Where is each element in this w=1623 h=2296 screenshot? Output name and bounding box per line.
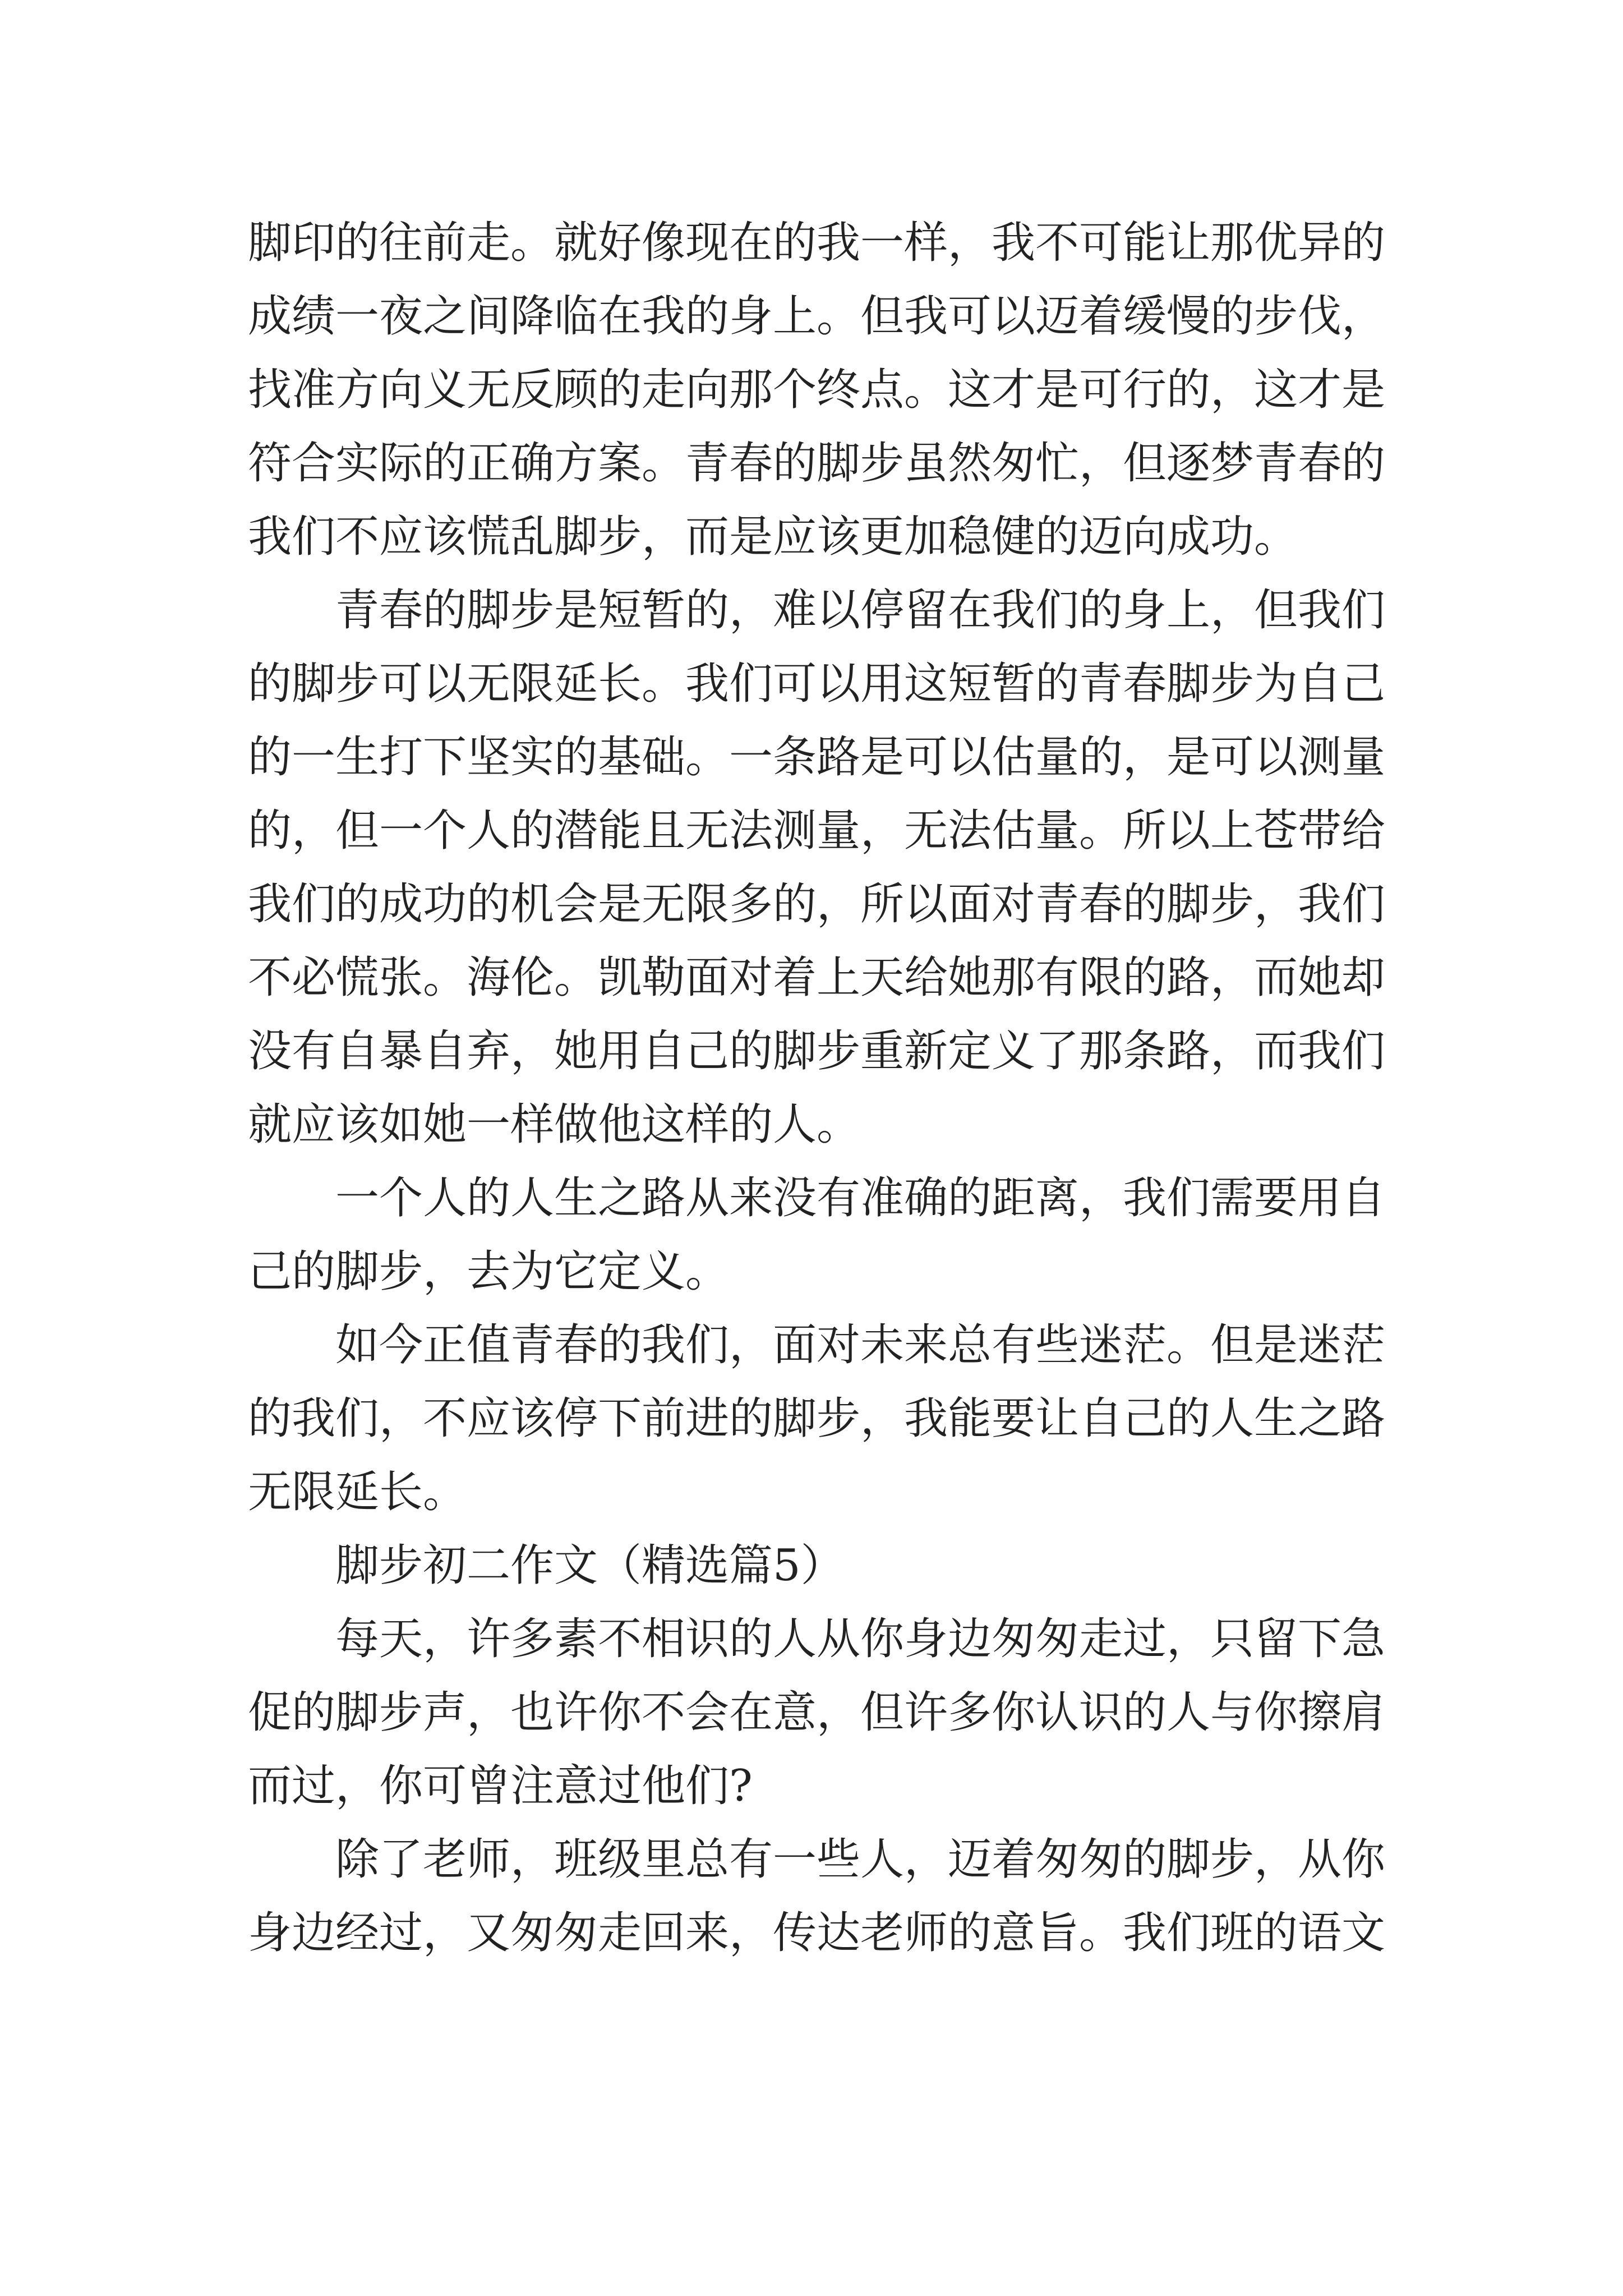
paragraph-start-line: 每天，许多素不相识的人从你身边匆匆走过，只留下急 [335,1614,1386,1664]
paragraph-start-line: 青春的脚步是短暂的，难以停留在我们的身上，但我们 [335,585,1386,636]
text-line: 不必慌张。海伦。凯勒面对着上天给她那有限的路，而她却 [248,953,1386,1003]
text-line: 成绩一夜之间降临在我的身上。但我可以迈着缓慢的步伐， [248,291,1386,342]
text-line: 的我们，不应该停下前进的脚步，我能要让自己的人生之路 [248,1393,1386,1444]
text-line: 的，但一个人的潜能且无法测量，无法估量。所以上苍带给 [248,806,1386,856]
text-line: 而过，你可曾注意过他们? [248,1761,753,1811]
text-line: 我们不应该慌乱脚步，而是应该更加稳健的迈向成功。 [248,512,1298,562]
paragraph-start-line: 除了老师，班级里总有一些人，迈着匆匆的脚步，从你 [335,1834,1386,1885]
paragraph-start-line: 如今正值青春的我们，面对未来总有些迷茫。但是迷茫 [335,1320,1386,1370]
text-line: 我们的成功的机会是无限多的，所以面对青春的脚步，我们 [248,879,1386,930]
text-line: 促的脚步声，也许你不会在意，但许多你认识的人与你擦肩 [248,1687,1386,1738]
text-line: 就应该如她一样做他这样的人。 [248,1099,861,1150]
text-line: 己的脚步，去为它定义。 [248,1246,730,1297]
text-line: 无限延长。 [248,1467,467,1517]
text-line: 的脚步可以无限延长。我们可以用这短暂的青春脚步为自己 [248,659,1386,709]
text-line: 符合实际的正确方案。青春的脚步虽然匆忙，但逐梦青春的 [248,438,1386,489]
paragraph-start-line: 一个人的人生之路从来没有准确的距离，我们需要用自 [335,1173,1386,1223]
text-line: 的一生打下坚实的基础。一条路是可以估量的，是可以测量 [248,732,1386,783]
text-line: 身边经过，又匆匆走回来，传达老师的意旨。我们班的语文 [248,1908,1386,1958]
document-body [248,206,1392,1970]
section-heading: 脚步初二作文（精选篇5） [335,1540,845,1591]
text-line: 脚印的往前走。就好像现在的我一样，我不可能让那优异的 [248,218,1386,268]
text-line: 找准方向义无反顾的走向那个终点。这才是可行的，这才是 [248,365,1386,415]
text-line: 没有自暴自弃，她用自己的脚步重新定义了那条路，而我们 [248,1026,1386,1076]
